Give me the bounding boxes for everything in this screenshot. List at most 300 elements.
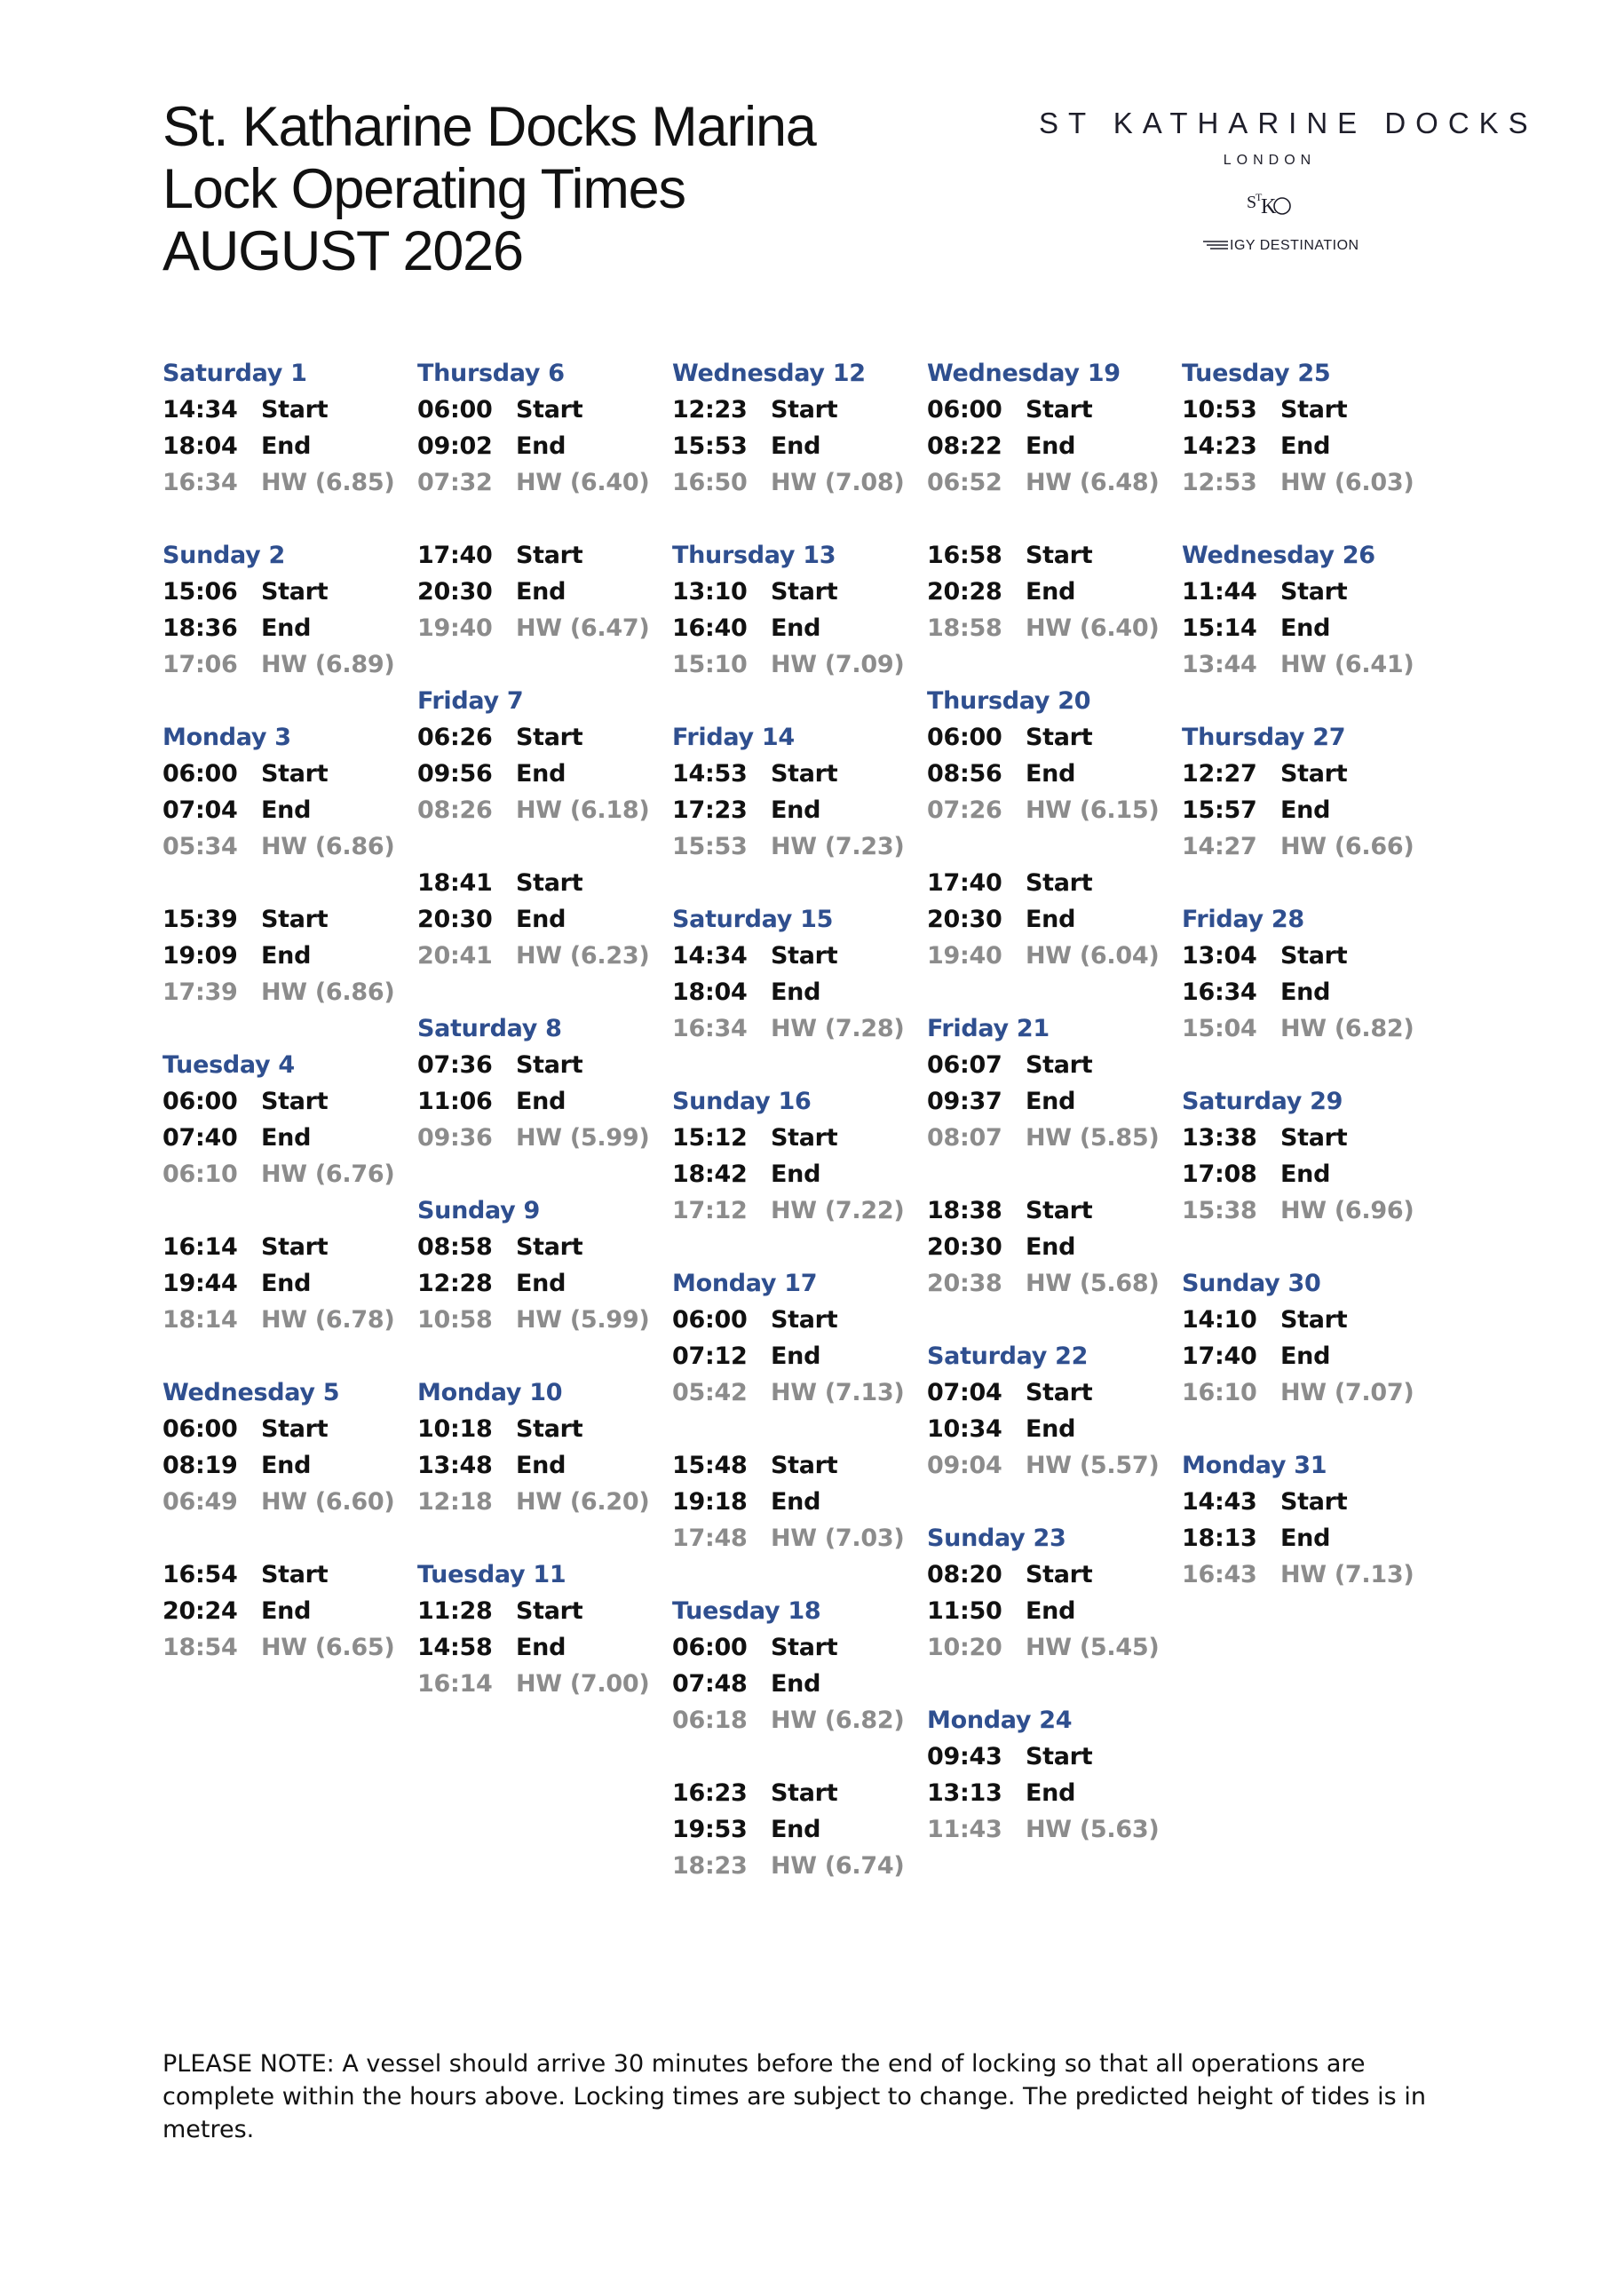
high-water-row — [1182, 1374, 1422, 1411]
row-spacer — [162, 1192, 402, 1229]
end-time-row — [672, 1811, 912, 1848]
time-value: 18:54 — [162, 1634, 238, 1661]
start-label: Start — [1026, 1743, 1093, 1770]
end-label: End — [771, 1160, 821, 1188]
time-value: 08:19 — [162, 1452, 238, 1479]
start-time-row — [927, 392, 1167, 428]
row-spacer — [927, 1484, 1167, 1520]
start-time-row — [927, 1192, 1167, 1229]
high-water-label: HW (7.22) — [771, 1197, 905, 1224]
igy-destination-badge — [1203, 238, 1359, 254]
row-spacer — [162, 501, 402, 537]
row-spacer — [672, 1556, 912, 1593]
high-water-row — [417, 610, 657, 646]
end-time-row — [162, 938, 402, 974]
time-value: 10:20 — [927, 1634, 1002, 1661]
start-time-row — [672, 1775, 912, 1811]
high-water-row — [927, 1265, 1167, 1302]
time-value: 14:43 — [1182, 1488, 1257, 1516]
start-time-row — [1182, 1302, 1422, 1338]
time-value: 17:48 — [672, 1525, 748, 1552]
day-heading: Thursday 6 — [417, 360, 565, 387]
time-value: 06:00 — [672, 1306, 748, 1334]
time-value: 07:04 — [162, 796, 238, 824]
time-value: 13:44 — [1182, 651, 1257, 678]
high-water-label: HW (7.23) — [771, 833, 905, 860]
high-water-label: HW (6.89) — [261, 651, 395, 678]
end-label: End — [261, 1270, 312, 1297]
time-value: 10:34 — [927, 1415, 1002, 1443]
end-label: End — [261, 614, 312, 642]
time-value: 18:23 — [672, 1852, 748, 1880]
end-label: End — [1280, 1160, 1331, 1188]
time-value: 20:28 — [927, 578, 1002, 606]
start-label: Start — [516, 1051, 583, 1079]
time-value: 08:26 — [417, 796, 493, 824]
row-spacer — [162, 1338, 402, 1374]
high-water-label: HW (5.99) — [516, 1306, 650, 1334]
time-value: 06:10 — [162, 1160, 238, 1188]
start-label: Start — [1280, 942, 1348, 970]
high-water-label: HW (6.47) — [516, 614, 650, 642]
start-time-row — [162, 574, 402, 610]
day-heading: Sunday 9 — [417, 1197, 540, 1224]
start-time-row — [162, 901, 402, 938]
high-water-row — [1182, 464, 1422, 501]
time-value: 14:34 — [162, 396, 238, 424]
time-value: 07:36 — [417, 1051, 493, 1079]
day-heading: Monday 3 — [162, 724, 291, 751]
start-time-row — [672, 392, 912, 428]
day-heading: Saturday 8 — [417, 1015, 562, 1042]
start-label: Start — [1280, 396, 1348, 424]
day-heading: Wednesday 12 — [672, 360, 866, 387]
start-label: Start — [1280, 1488, 1348, 1516]
start-label: Start — [516, 542, 583, 569]
high-water-label: HW (6.86) — [261, 833, 395, 860]
start-time-row — [927, 865, 1167, 901]
time-value: 19:40 — [417, 614, 493, 642]
day-heading: Wednesday 26 — [1182, 542, 1375, 569]
time-value: 12:27 — [1182, 760, 1257, 788]
high-water-row — [927, 1629, 1167, 1666]
end-time-row — [1182, 1338, 1422, 1374]
igy-label: IGY DESTINATION — [1230, 238, 1359, 253]
end-time-row — [162, 792, 402, 828]
time-value: 17:06 — [162, 651, 238, 678]
time-value: 08:07 — [927, 1124, 1002, 1152]
day-heading: Sunday 16 — [672, 1088, 812, 1115]
end-label: End — [771, 614, 821, 642]
end-time-row — [417, 1083, 657, 1120]
row-spacer — [927, 828, 1167, 865]
time-value: 05:42 — [672, 1379, 748, 1406]
time-value: 20:30 — [417, 906, 493, 933]
end-label: End — [1026, 1779, 1076, 1807]
row-spacer — [672, 1411, 912, 1447]
start-time-row — [417, 719, 657, 756]
row-spacer — [927, 1302, 1167, 1338]
start-label: Start — [1026, 1051, 1093, 1079]
high-water-row — [672, 1520, 912, 1556]
start-time-row — [162, 1556, 402, 1593]
end-label: End — [516, 1634, 566, 1661]
high-water-row — [1182, 1192, 1422, 1229]
time-value: 14:23 — [1182, 432, 1257, 460]
end-time-row — [672, 1484, 912, 1520]
end-time-row — [1182, 792, 1422, 828]
end-time-row — [417, 428, 657, 464]
day-heading: Tuesday 18 — [672, 1597, 821, 1625]
high-water-row — [672, 1010, 912, 1047]
row-spacer — [417, 501, 657, 537]
start-label: Start — [1280, 578, 1348, 606]
high-water-row — [1182, 1010, 1422, 1047]
start-time-row — [672, 756, 912, 792]
time-value: 11:50 — [927, 1597, 1002, 1625]
high-water-row — [1182, 646, 1422, 683]
high-water-label: HW (6.20) — [516, 1488, 650, 1516]
time-value: 07:32 — [417, 469, 493, 496]
start-time-row — [162, 1229, 402, 1265]
end-time-row — [1182, 974, 1422, 1010]
end-label: End — [516, 1088, 566, 1115]
end-label: End — [1026, 578, 1076, 606]
time-value: 06:00 — [162, 1088, 238, 1115]
stkd-monogram-icon — [1243, 186, 1296, 222]
start-label: Start — [771, 578, 838, 606]
start-label: Start — [1280, 1306, 1348, 1334]
start-time-row — [927, 537, 1167, 574]
end-label: End — [516, 432, 566, 460]
end-label: End — [771, 1670, 821, 1698]
start-label: Start — [261, 906, 329, 933]
time-value: 19:09 — [162, 942, 238, 970]
end-label: End — [1026, 906, 1076, 933]
time-value: 06:00 — [417, 396, 493, 424]
row-spacer — [672, 501, 912, 537]
start-time-row — [417, 865, 657, 901]
high-water-label: HW (6.40) — [1026, 614, 1160, 642]
start-label: Start — [1026, 542, 1093, 569]
end-label: End — [1026, 432, 1076, 460]
high-water-label: HW (6.04) — [1026, 942, 1160, 970]
end-time-row — [672, 792, 912, 828]
schedule-column — [927, 355, 1167, 1848]
high-water-row — [417, 1666, 657, 1702]
day-heading: Wednesday 19 — [927, 360, 1121, 387]
high-water-label: HW (7.09) — [771, 651, 905, 678]
start-time-row — [1182, 1484, 1422, 1520]
time-value: 16:14 — [162, 1233, 238, 1261]
time-value: 20:30 — [417, 578, 493, 606]
time-value: 14:34 — [672, 942, 748, 970]
end-label: End — [516, 1270, 566, 1297]
end-time-row — [1182, 1520, 1422, 1556]
start-time-row — [927, 1556, 1167, 1593]
high-water-row — [927, 792, 1167, 828]
time-value: 15:57 — [1182, 796, 1257, 824]
high-water-row — [417, 792, 657, 828]
end-label: End — [261, 1452, 312, 1479]
start-time-row — [417, 392, 657, 428]
time-value: 13:13 — [927, 1779, 1002, 1807]
row-spacer — [1182, 865, 1422, 901]
high-water-row — [417, 1120, 657, 1156]
start-label: Start — [771, 942, 838, 970]
high-water-row — [672, 1702, 912, 1738]
time-value: 09:36 — [417, 1124, 493, 1152]
time-value: 19:53 — [672, 1816, 748, 1843]
row-spacer — [417, 828, 657, 865]
end-time-row — [672, 1338, 912, 1374]
high-water-row — [162, 1302, 402, 1338]
end-time-row — [927, 1411, 1167, 1447]
end-time-row — [1182, 428, 1422, 464]
end-time-row — [927, 756, 1167, 792]
row-spacer — [417, 1520, 657, 1556]
high-water-label: HW (6.48) — [1026, 469, 1160, 496]
start-label: Start — [261, 1415, 329, 1443]
day-heading: Saturday 1 — [162, 360, 307, 387]
end-time-row — [1182, 1156, 1422, 1192]
end-label: End — [1280, 1525, 1331, 1552]
time-value: 16:54 — [162, 1561, 238, 1588]
row-spacer — [162, 1520, 402, 1556]
end-time-row — [672, 1666, 912, 1702]
end-label: End — [1280, 614, 1331, 642]
high-water-label: HW (6.60) — [261, 1488, 395, 1516]
row-spacer — [1182, 1411, 1422, 1447]
time-value: 10:53 — [1182, 396, 1257, 424]
end-time-row — [927, 1593, 1167, 1629]
end-time-row — [927, 901, 1167, 938]
schedule-column — [672, 355, 912, 1884]
end-time-row — [927, 1775, 1167, 1811]
day-heading: Friday 14 — [672, 724, 795, 751]
start-label: Start — [771, 1306, 838, 1334]
row-spacer — [417, 1338, 657, 1374]
time-value: 06:49 — [162, 1488, 238, 1516]
page-title — [162, 96, 816, 282]
end-time-row — [417, 1265, 657, 1302]
time-value: 16:43 — [1182, 1561, 1257, 1588]
end-label: End — [1026, 1088, 1076, 1115]
time-value: 15:12 — [672, 1124, 748, 1152]
day-heading: Tuesday 4 — [162, 1051, 295, 1079]
high-water-row — [672, 1848, 912, 1884]
start-time-row — [927, 1738, 1167, 1775]
start-label: Start — [516, 1597, 583, 1625]
row-spacer — [672, 1047, 912, 1083]
high-water-row — [162, 1484, 402, 1520]
time-value: 18:42 — [672, 1160, 748, 1188]
title-line: AUGUST 2026 — [162, 220, 523, 282]
time-value: 08:56 — [927, 760, 1002, 788]
high-water-label: HW (6.82) — [1280, 1015, 1414, 1042]
start-label: Start — [1026, 396, 1093, 424]
end-label: End — [1026, 1233, 1076, 1261]
start-time-row — [1182, 756, 1422, 792]
time-value: 15:04 — [1182, 1015, 1257, 1042]
time-value: 18:41 — [417, 869, 493, 897]
end-label: End — [1026, 760, 1076, 788]
high-water-label: HW (6.23) — [516, 942, 650, 970]
high-water-row — [162, 828, 402, 865]
high-water-row — [417, 938, 657, 974]
time-value: 18:13 — [1182, 1525, 1257, 1552]
high-water-row — [417, 1302, 657, 1338]
end-label: End — [771, 796, 821, 824]
row-spacer — [672, 1229, 912, 1265]
row-spacer — [1182, 683, 1422, 719]
time-value: 09:04 — [927, 1452, 1002, 1479]
time-value: 20:30 — [927, 906, 1002, 933]
high-water-label: HW (7.28) — [771, 1015, 905, 1042]
time-value: 20:30 — [927, 1233, 1002, 1261]
end-label: End — [1280, 432, 1331, 460]
end-time-row — [927, 1229, 1167, 1265]
start-time-row — [1182, 938, 1422, 974]
start-time-row — [1182, 392, 1422, 428]
time-value: 17:39 — [162, 978, 238, 1006]
end-label: End — [1280, 1342, 1331, 1370]
time-value: 16:34 — [672, 1015, 748, 1042]
day-heading: Friday 21 — [927, 1015, 1050, 1042]
end-time-row — [162, 1120, 402, 1156]
time-value: 07:04 — [927, 1379, 1002, 1406]
end-time-row — [672, 610, 912, 646]
start-label: Start — [261, 760, 329, 788]
time-value: 18:38 — [927, 1197, 1002, 1224]
schedule-column — [1182, 355, 1422, 1593]
igy-lines-icon — [1203, 240, 1228, 250]
start-label: Start — [771, 1452, 838, 1479]
time-value: 09:37 — [927, 1088, 1002, 1115]
row-spacer — [927, 1666, 1167, 1702]
start-label: Start — [771, 1634, 838, 1661]
day-heading: Monday 24 — [927, 1707, 1073, 1734]
high-water-row — [162, 646, 402, 683]
end-label: End — [1280, 796, 1331, 824]
time-value: 06:00 — [927, 724, 1002, 751]
time-value: 16:10 — [1182, 1379, 1257, 1406]
start-label: Start — [1026, 1561, 1093, 1588]
row-spacer — [417, 646, 657, 683]
end-time-row — [162, 428, 402, 464]
day-heading: Tuesday 25 — [1182, 360, 1331, 387]
time-value: 14:27 — [1182, 833, 1257, 860]
row-spacer — [927, 1156, 1167, 1192]
start-label: Start — [516, 396, 583, 424]
end-time-row — [1182, 610, 1422, 646]
time-value: 17:40 — [1182, 1342, 1257, 1370]
end-time-row — [162, 610, 402, 646]
time-value: 15:06 — [162, 578, 238, 606]
start-time-row — [162, 756, 402, 792]
end-label: End — [771, 1488, 821, 1516]
time-value: 15:14 — [1182, 614, 1257, 642]
high-water-label: HW (6.76) — [261, 1160, 395, 1188]
start-time-row — [672, 1302, 912, 1338]
time-value: 12:28 — [417, 1270, 493, 1297]
high-water-row — [672, 828, 912, 865]
time-value: 14:53 — [672, 760, 748, 788]
title-line: St. Katharine Docks Marina — [162, 96, 816, 158]
row-spacer — [162, 683, 402, 719]
row-spacer — [927, 646, 1167, 683]
time-value: 19:18 — [672, 1488, 748, 1516]
start-time-row — [162, 1411, 402, 1447]
time-value: 18:04 — [162, 432, 238, 460]
start-label: Start — [1280, 760, 1348, 788]
end-label: End — [771, 978, 821, 1006]
start-label: Start — [771, 1779, 838, 1807]
end-label: End — [516, 578, 566, 606]
high-water-label: HW (6.40) — [516, 469, 650, 496]
start-time-row — [417, 1593, 657, 1629]
start-label: Start — [261, 1233, 329, 1261]
start-label: Start — [516, 1233, 583, 1261]
high-water-label: HW (6.18) — [516, 796, 650, 824]
start-label: Start — [261, 1561, 329, 1588]
end-time-row — [672, 1156, 912, 1192]
row-spacer — [927, 974, 1167, 1010]
time-value: 17:12 — [672, 1197, 748, 1224]
high-water-label: HW (5.45) — [1026, 1634, 1160, 1661]
row-spacer — [672, 683, 912, 719]
end-time-row — [927, 574, 1167, 610]
time-value: 05:34 — [162, 833, 238, 860]
high-water-label: HW (6.66) — [1280, 833, 1414, 860]
start-label: Start — [1026, 724, 1093, 751]
time-value: 20:41 — [417, 942, 493, 970]
end-label: End — [1026, 1597, 1076, 1625]
high-water-label: HW (6.96) — [1280, 1197, 1414, 1224]
time-value: 06:26 — [417, 724, 493, 751]
time-value: 15:38 — [1182, 1197, 1257, 1224]
end-time-row — [162, 1593, 402, 1629]
time-value: 07:48 — [672, 1670, 748, 1698]
time-value: 17:08 — [1182, 1160, 1257, 1188]
end-label: End — [1026, 1415, 1076, 1443]
start-time-row — [1182, 1120, 1422, 1156]
day-heading: Tuesday 11 — [417, 1561, 566, 1588]
high-water-row — [927, 1120, 1167, 1156]
day-heading: Friday 7 — [417, 687, 524, 715]
start-label: Start — [1280, 1124, 1348, 1152]
start-time-row — [1182, 574, 1422, 610]
end-label: End — [261, 796, 312, 824]
time-value: 11:28 — [417, 1597, 493, 1625]
end-time-row — [417, 1447, 657, 1484]
time-value: 20:38 — [927, 1270, 1002, 1297]
row-spacer — [417, 1156, 657, 1192]
day-heading: Monday 31 — [1182, 1452, 1327, 1479]
row-spacer — [1182, 1229, 1422, 1265]
schedule-column — [162, 355, 402, 1666]
start-time-row — [672, 574, 912, 610]
time-value: 14:10 — [1182, 1306, 1257, 1334]
high-water-row — [417, 464, 657, 501]
time-value: 16:34 — [162, 469, 238, 496]
time-value: 06:52 — [927, 469, 1002, 496]
time-value: 10:18 — [417, 1415, 493, 1443]
end-time-row — [417, 1629, 657, 1666]
time-value: 06:00 — [672, 1634, 748, 1661]
high-water-row — [672, 646, 912, 683]
start-time-row — [417, 1411, 657, 1447]
